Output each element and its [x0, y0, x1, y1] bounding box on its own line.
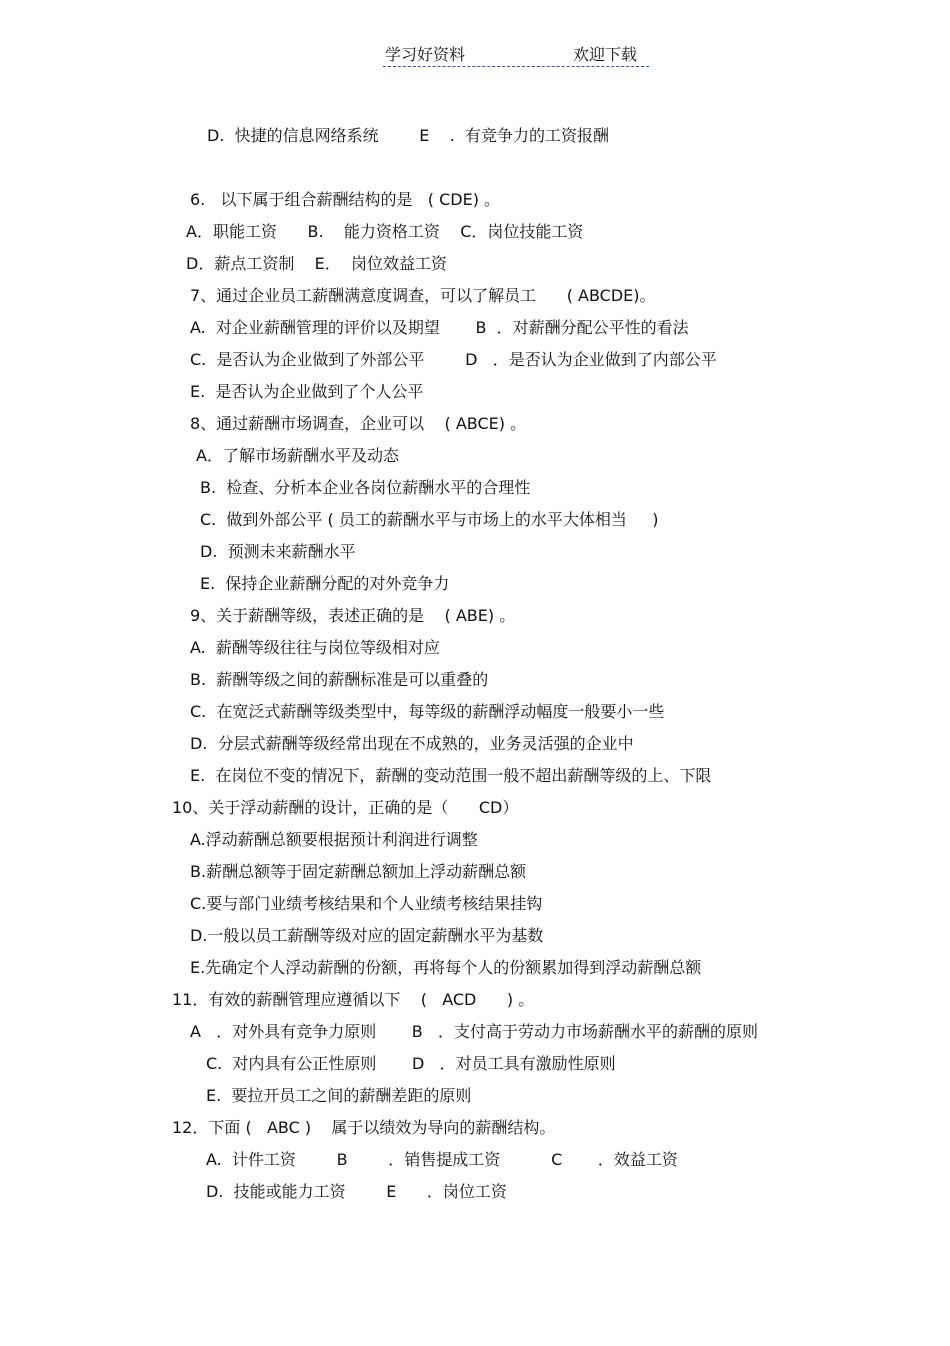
header-left-text: 学习好资料	[385, 45, 466, 64]
text-line: C. 在宽泛式薪酬等级类型中，每等级的薪酬浮动幅度一般要小一些	[190, 702, 665, 721]
text-line: A. 薪酬等级往往与岗位等级相对应	[190, 638, 440, 657]
question-9: 9、关于薪酬等级，表述正确的是 ( ABE) 。	[190, 606, 516, 625]
text-line: B. 薪酬等级之间的薪酬标准是可以重叠的	[190, 670, 489, 689]
text-line: D．薪点工资制 E． 岗位效益工资	[186, 254, 447, 273]
text-line: C. 做到外部公平 ( 员工的薪酬水平与市场上的水平大体相当 )	[200, 510, 659, 529]
text-line: E. 在岗位不变的情况下，薪酬的变动范围一般不超出薪酬等级的上、下限	[190, 766, 712, 785]
question-10: 10、关于浮动薪酬的设计，正确的是（ CD）	[172, 798, 519, 817]
text-line: A ．对外具有竞争力原则 B ．支付高于劳动力市场薪酬水平的薪酬的原则	[190, 1022, 759, 1041]
text-line: D. 快捷的信息网络系统 E . 有竞争力的工资报酬	[207, 126, 609, 145]
text-line: C.要与部门业绩考核结果和个人业绩考核结果挂钩	[190, 894, 543, 913]
question-6: 6. 以下属于组合薪酬结构的是 ( CDE) 。	[190, 190, 501, 209]
question-12: 12．下面 ( ABC ) 属于以绩效为导向的薪酬结构。	[172, 1118, 556, 1137]
text-line: D. 分层式薪酬等级经常出现在不成熟的，业务灵活强的企业中	[190, 734, 634, 753]
text-line: C. 是否认为企业做到了外部公平 D ．是否认为企业做到了内部公平	[190, 350, 717, 369]
text-line: D. 预测未来薪酬水平	[200, 542, 356, 561]
text-line: E. 保持企业薪酬分配的对外竞争力	[200, 574, 450, 593]
text-line: A. 对企业薪酬管理的评价以及期望 B ．对薪酬分配公平性的看法	[190, 318, 689, 337]
question-8: 8、通过薪酬市场调查，企业可以 ( ABCE) 。	[190, 414, 527, 433]
question-11: 11．有效的薪酬管理应遵循以下 ( ACD ) 。	[172, 990, 535, 1009]
text-line: C. 对内具有公正性原则 D ．对员工具有激励性原则	[206, 1054, 616, 1073]
text-line: E.先确定个人浮动薪酬的份额，再将每个人的份额累加得到浮动薪酬总额	[190, 958, 702, 977]
text-line: A．了解市场薪酬水平及动态	[196, 446, 399, 465]
text-line: B. 检查、分析本企业各岗位薪酬水平的合理性	[200, 478, 531, 497]
text-line: A. 计件工资 B ．销售提成工资 C ．效益工资	[206, 1150, 678, 1169]
text-line: E. 要拉开员工之间的薪酬差距的原则	[206, 1086, 472, 1105]
page-header	[383, 40, 649, 67]
header-right-text: 欢迎下载	[573, 45, 638, 64]
text-line: A.浮动薪酬总额要根据预计利润进行调整	[190, 830, 478, 849]
text-line: A．职能工资 B. 能力资格工资 C．岗位技能工资	[186, 222, 584, 241]
text-line: E. 是否认为企业做到了个人公平	[190, 382, 424, 401]
text-line: D.一般以员工薪酬等级对应的固定薪酬水平为基数	[190, 926, 544, 945]
text-line: B.薪酬总额等于固定薪酬总额加上浮动薪酬总额	[190, 862, 527, 881]
text-line: D. 技能或能力工资 E ．岗位工资	[206, 1182, 507, 1201]
question-7: 7、通过企业员工薪酬满意度调查，可以了解员工 ( ABCDE)。	[190, 286, 656, 305]
